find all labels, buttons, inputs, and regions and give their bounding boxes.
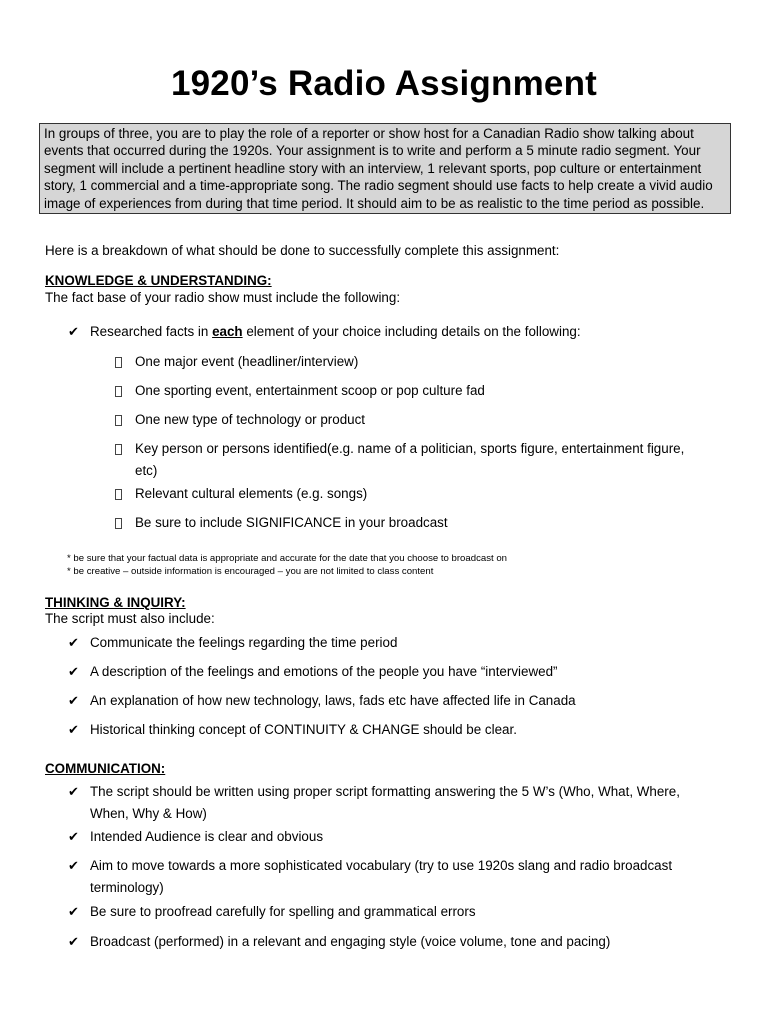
checklist-item — [68, 781, 708, 825]
checklist-item — [68, 321, 708, 343]
check-icon: ✔ — [68, 904, 79, 919]
subitem — [115, 351, 710, 373]
subitem — [115, 483, 710, 505]
bullet-box-icon — [115, 444, 122, 455]
checklist-item — [68, 690, 708, 712]
check-icon: ✔ — [68, 664, 79, 679]
subitem-text: Be sure to include SIGNIFICANCE in your broadcast — [135, 515, 448, 530]
checklist-item-text: Historical thinking concept of CONTINUITY & CHANGE should be clear. — [90, 722, 517, 737]
subitem-text: Relevant cultural elements (e.g. songs) — [135, 486, 368, 501]
footnote: * be sure that your factual data is appropriate and accurate for the date that you choose to broadcast on — [67, 553, 507, 564]
check-icon: ✔ — [68, 693, 79, 708]
subitem — [115, 409, 710, 431]
checklist-item-text: Be sure to proofread carefully for spelling and grammatical errors — [90, 904, 476, 919]
checklist-item — [68, 901, 708, 923]
bullet-box-icon — [115, 386, 122, 397]
check-icon: ✔ — [68, 722, 79, 737]
footnote: * be creative – outside information is encouraged – you are not limited to class content — [67, 566, 434, 577]
checklist-item — [68, 632, 708, 654]
checklist-item-text: Communicate the feelings regarding the time period — [90, 635, 398, 650]
check-icon: ✔ — [68, 934, 79, 949]
checklist-item-text: Intended Audience is clear and obvious — [90, 829, 324, 844]
knowledge-heading: KNOWLEDGE & UNDERSTANDING: — [45, 273, 272, 288]
checklist-item — [68, 826, 708, 848]
subitem — [115, 438, 710, 482]
thinking-heading: THINKING & INQUIRY: — [45, 595, 186, 610]
communication-heading: COMMUNICATION: — [45, 761, 166, 776]
intro-box: In groups of three, you are to play the role of a reporter or show host for a Canadian Radio show talking about events that occurred during the 1920s. Your assignment is to write and perform a 5 minute radio segment. Your segment will include a pertinent headline story with an interview, 1 relevant sports, pop culture or entertainment story, 1 commercial and a time-appropriate song. The radio segment should use facts to help create a vivid audio image of experiences from during that time period. It should aim to be as realistic to the time period as possible. — [39, 123, 731, 214]
subitem-text: One new type of technology or product — [135, 412, 366, 427]
breakdown-text: Here is a breakdown of what should be done to successfully complete this assignment: — [45, 243, 560, 258]
bullet-box-icon — [115, 518, 122, 529]
checklist-item-text: An explanation of how new technology, laws, fads etc have affected life in Canada — [90, 693, 576, 708]
subitem-text: One major event (headliner/interview) — [135, 354, 359, 369]
checklist-item-text: Broadcast (performed) in a relevant and engaging style (voice volume, tone and pacing) — [90, 934, 611, 949]
checklist-item-text: Aim to move towards a more sophisticated vocabulary (try to use 1920s slang and radio broadcast terminology) — [90, 858, 673, 895]
thinking-lead: The script must also include: — [45, 611, 215, 626]
checklist-item — [68, 661, 708, 683]
knowledge-lead: The fact base of your radio show must include the following: — [45, 290, 401, 305]
checklist-item — [68, 855, 708, 899]
bullet-box-icon — [115, 415, 122, 426]
checklist-item-text: Researched facts in each element of your choice including details on the following: — [90, 324, 581, 339]
checklist-item-text: The script should be written using proper script formatting answering the 5 W’s (Who, What, Where, When, Why & How) — [90, 784, 680, 821]
subitem — [115, 512, 710, 534]
check-icon: ✔ — [68, 324, 79, 339]
checklist-item-text: A description of the feelings and emotions of the people you have “interviewed” — [90, 664, 558, 679]
bullet-box-icon — [115, 489, 122, 500]
subitem-text: One sporting event, entertainment scoop or pop culture fad — [135, 383, 485, 398]
subitem-text: Key person or persons identified(e.g. name of a politician, sports figure, entertainment figure, etc) — [135, 441, 685, 478]
check-icon: ✔ — [68, 829, 79, 844]
checklist-item — [68, 931, 708, 953]
check-icon: ✔ — [68, 635, 79, 650]
check-icon: ✔ — [68, 858, 79, 873]
check-icon: ✔ — [68, 784, 79, 799]
checklist-item — [68, 719, 708, 741]
subitem — [115, 380, 710, 402]
bullet-box-icon — [115, 357, 122, 368]
page-title: 1920’s Radio Assignment — [170, 64, 598, 103]
